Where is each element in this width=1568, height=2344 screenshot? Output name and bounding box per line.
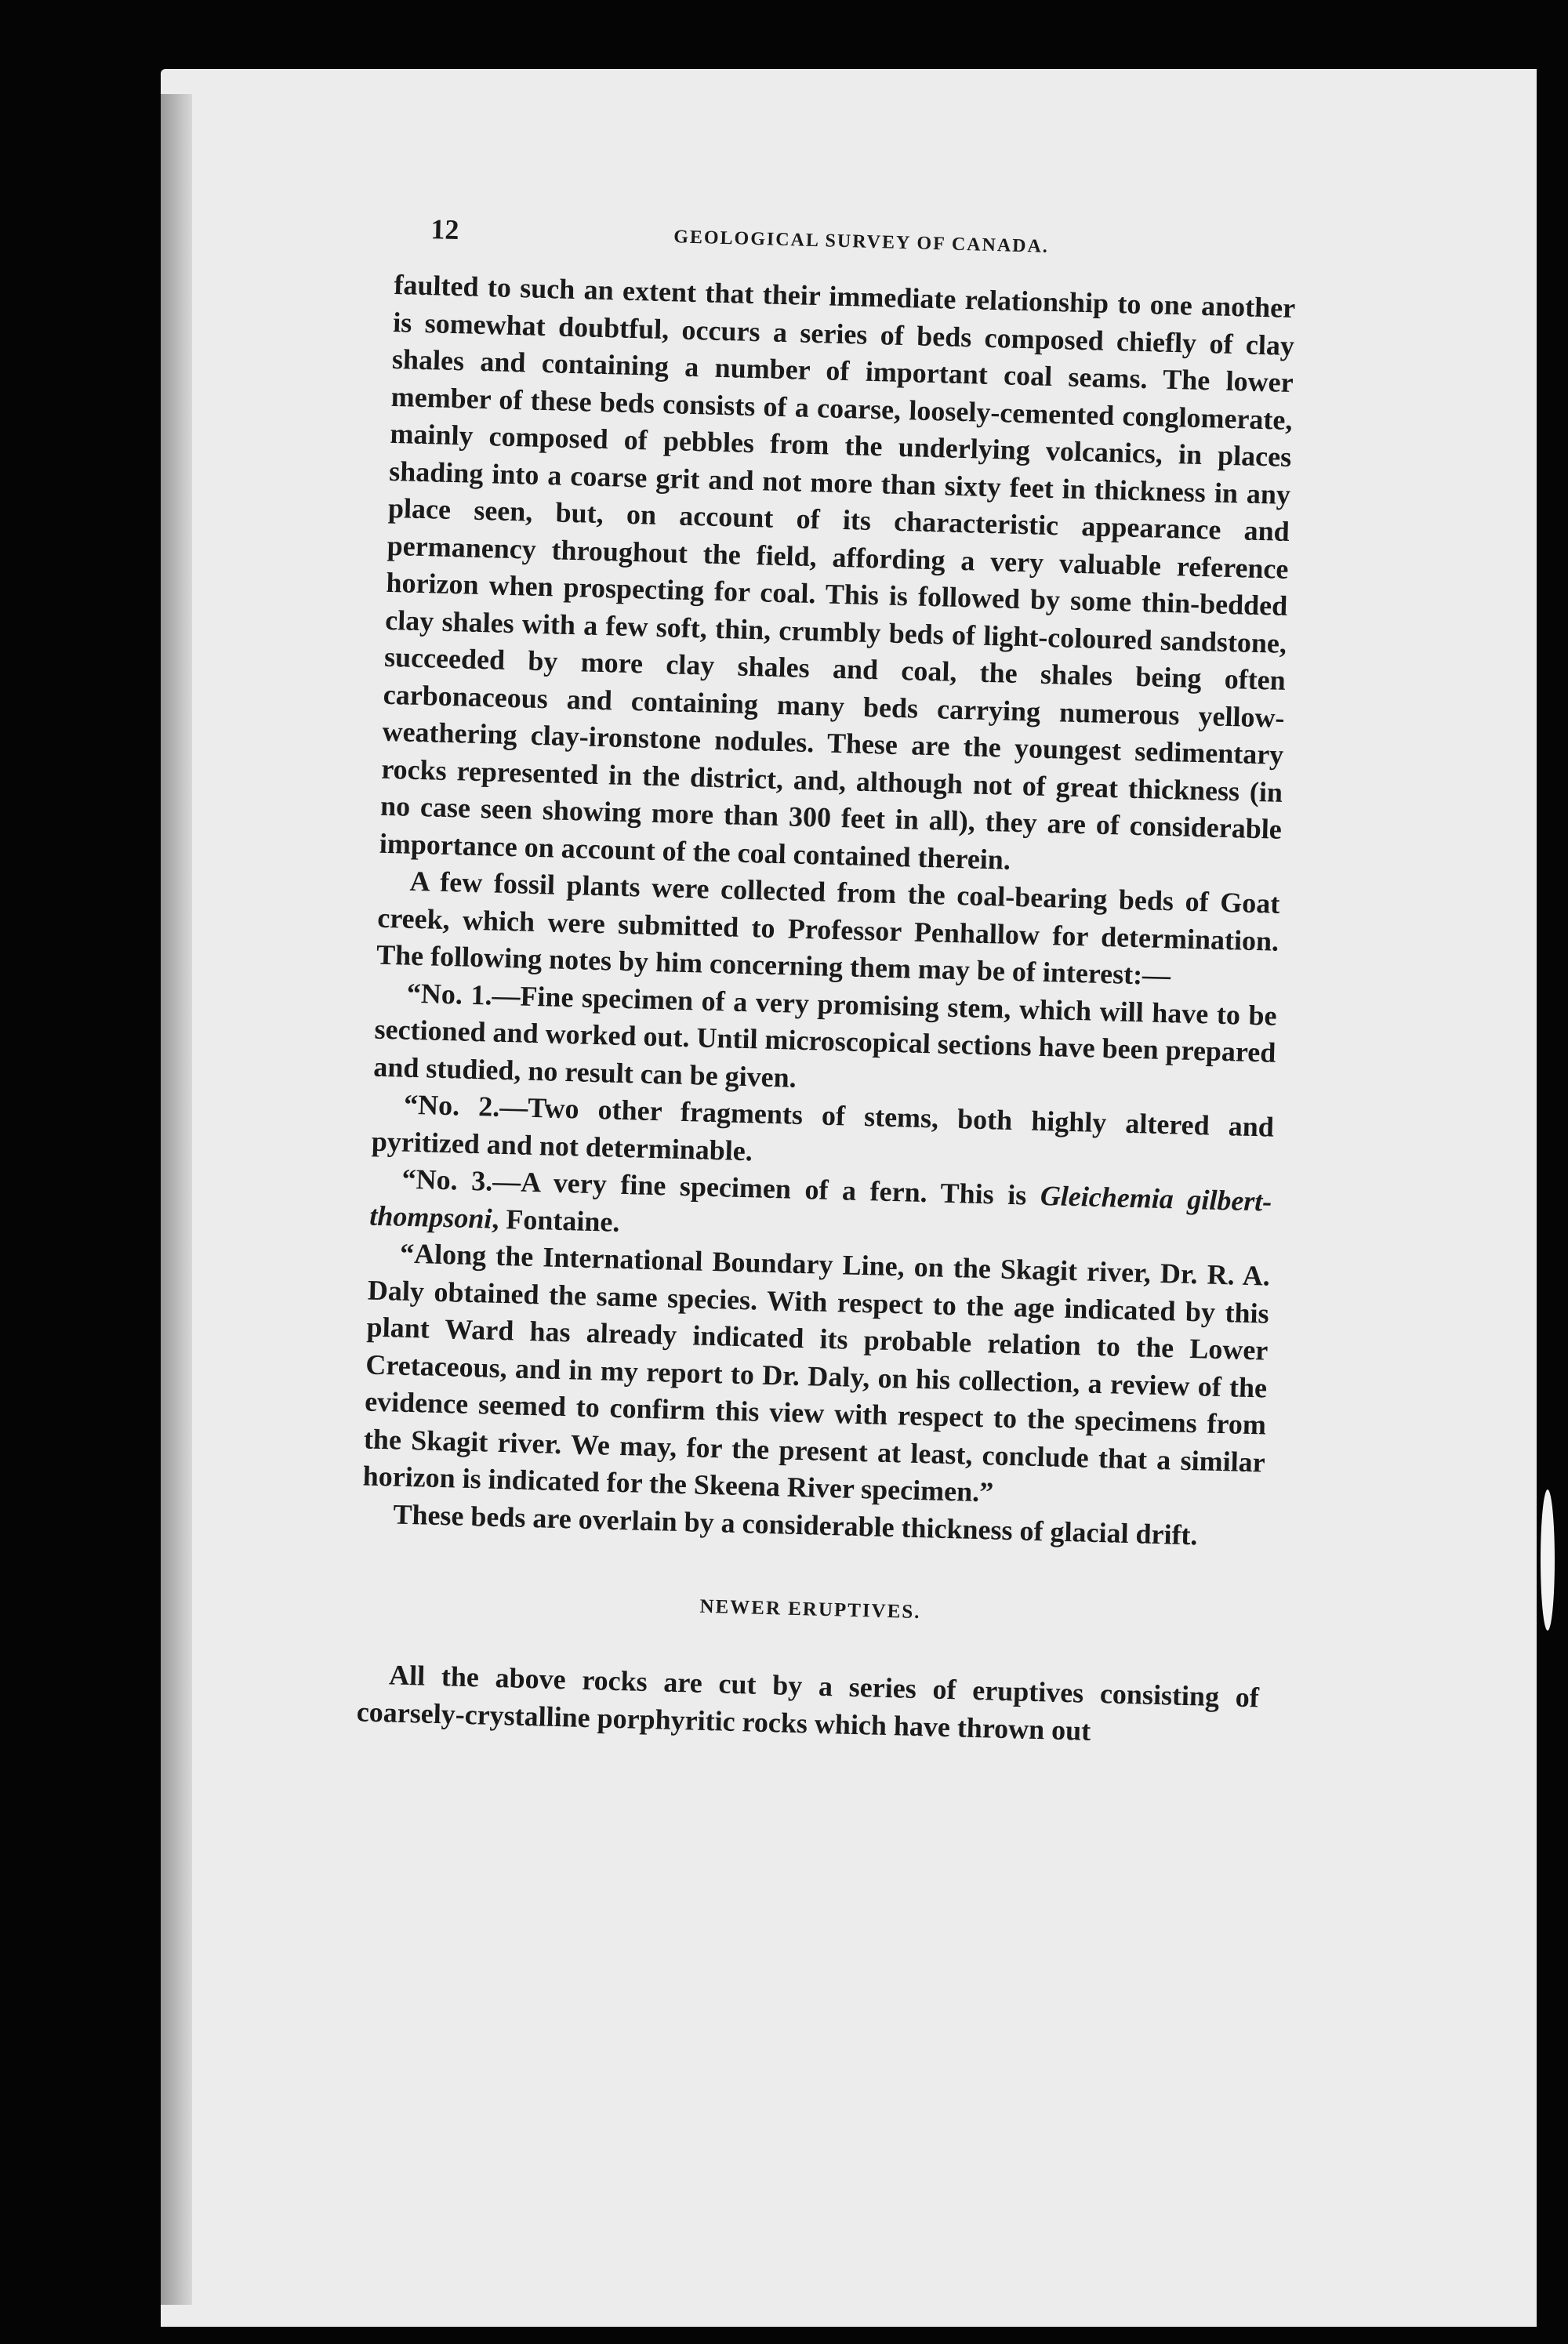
paragraph: “No. 1.—Fine specimen of a very promising stem, which will have to be sectioned and worked out. Until microscopical sections have been prepared and studied, no result can be given. — [372, 977, 1278, 1094]
running-head: GEOLOGICAL SURVEY OF CANADA. — [673, 227, 1050, 257]
paragraph: A few fossil plants were collected from the coal-bearing beds of Goat creek, which were submitted to Professor Penhallow for determination. The following notes by him concerning them may be of interest:— — [376, 865, 1280, 992]
page-gutter-shadow — [161, 94, 192, 2305]
paragraph: All the above rocks are cut by a series of eruptives consisting of coarsely-crystalline porphyritic rocks which have thrown out — [356, 1659, 1260, 1747]
paragraph: “Along the International Boundary Line, on the Skagit river, Dr. R. A. Daly obtained the same species. With respect to the age indicated by this plant Ward has already indicated its probable relation to the Lower Cretaceous, and in my report to Dr. Daly, on his collection, a review of the evidence seemed to confirm this view with respect to the specimens from the Skagit river. We may, for the present at least, conclude that a similar horizon is indicated for the Skeena River specimen.” — [362, 1237, 1271, 1508]
paragraph: These beds are overlain by a considerable thickness of glacial drift. — [392, 1497, 1199, 1551]
section-heading: NEWER ERUPTIVES. — [699, 1595, 921, 1624]
edge-artifact — [1541, 1489, 1555, 1631]
no3-text: “No. 3.—A very fine specimen of a fern. This is — [401, 1163, 1027, 1211]
page-number: 12 — [430, 213, 459, 246]
species-name: Gleichemia gilbert-thompsoni — [368, 1179, 1272, 1235]
species-author: , Fontaine. — [491, 1203, 620, 1238]
paragraph: “No. 2.—Two other fragments of stems, both highly altered and pyritized and not determinable. — [371, 1088, 1275, 1167]
paragraph: faulted to such an extent that their immediate relationship to one another is somewhat doubtful, occurs a series of beds composed chiefly of clay shales and containing a number of important coal seams. The lower member of these beds consists of a coarse, loosely-cemented conglomerate, mainly composed of pebbles from the underlying volcanics, in places shading into a coarse grit and not more than sixty feet in thickness in any place seen, but, on account of its characteristic appearance and permanency throughout the field, affording a very valuable reference horizon when prospecting for coal. This is followed by some thin-bedded clay shales with a few soft, thin, crumbly beds of light-coloured sandstone, succeeded by more clay shales and coal, the shales being often carbonaceous and containing many beds carrying numerous yellow-weathering clay-ironstone nodules. These are the youngest sedimentary rocks represented in the district, and, although not of great thickness (in no case seen showing more than 300 feet in all), they are of considerable importance on account of the coal contained therein. — [379, 268, 1296, 876]
page-content — [356, 212, 1297, 1754]
